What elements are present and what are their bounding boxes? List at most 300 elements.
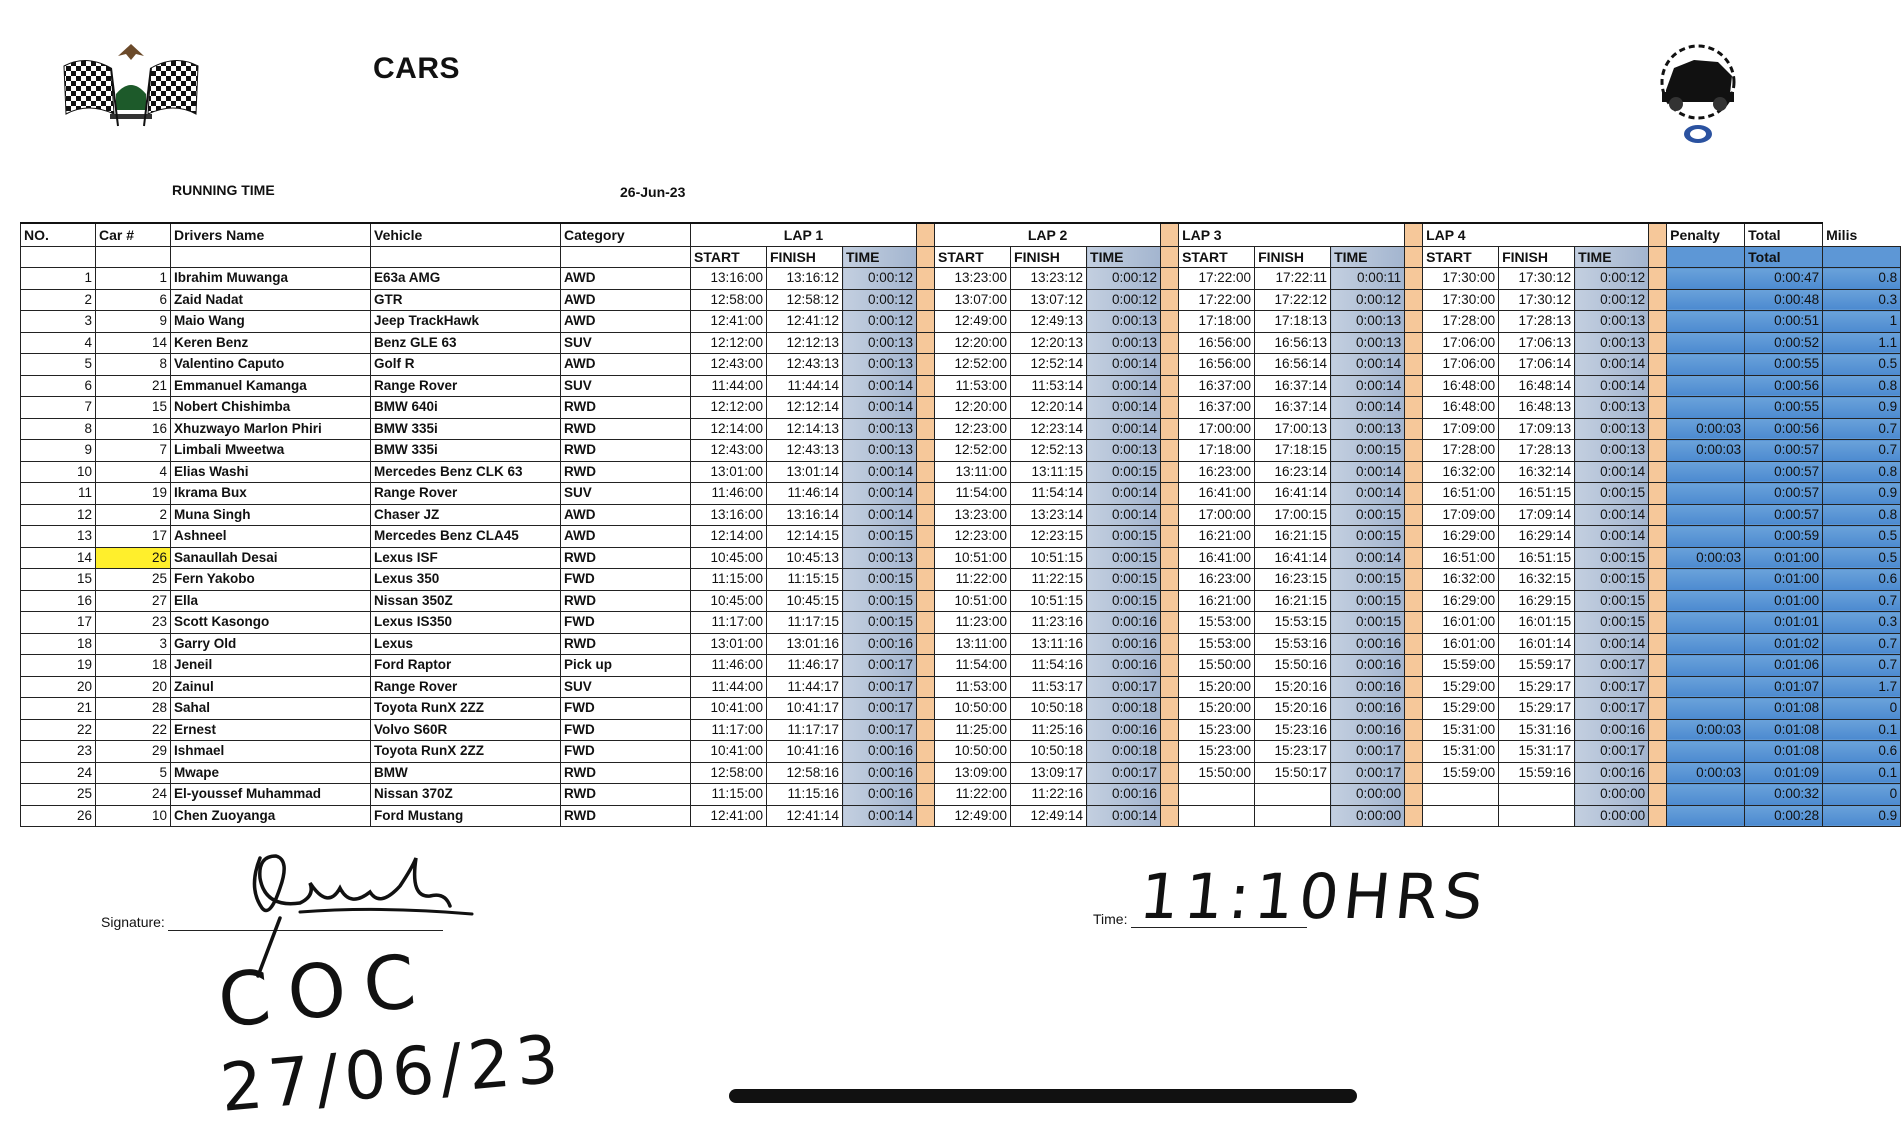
row-number: 26: [21, 805, 96, 827]
separator: [1161, 612, 1179, 634]
driver-name: Limbali Mweetwa: [171, 440, 371, 462]
blank-cell: [21, 247, 96, 268]
lap1-start: 10:45:00: [691, 547, 767, 569]
separator: [1649, 223, 1667, 247]
lap3-time: 0:00:14: [1331, 547, 1405, 569]
lap4-time: 0:00:14: [1575, 633, 1649, 655]
separator: [1161, 762, 1179, 784]
total: 0:01:06: [1745, 655, 1823, 677]
driver-name: Zainul: [171, 676, 371, 698]
total: 0:00:32: [1745, 784, 1823, 806]
separator: [1161, 483, 1179, 505]
lap3-start: [1179, 805, 1255, 827]
vehicle: E63a AMG: [371, 268, 561, 290]
row-number: 25: [21, 784, 96, 806]
lap3-time-header: TIME: [1331, 247, 1405, 268]
separator: [1405, 440, 1423, 462]
driver-name: Valentino Caputo: [171, 354, 371, 376]
lap1-finish: 12:14:15: [767, 526, 843, 548]
separator: [917, 332, 935, 354]
lap2-start: 12:49:00: [935, 805, 1011, 827]
category: SUV: [561, 375, 691, 397]
vehicle: Toyota RunX 2ZZ: [371, 741, 561, 763]
driver-name: El-youssef Muhammad: [171, 784, 371, 806]
lap1-start: 10:41:00: [691, 741, 767, 763]
lap1-time: 0:00:17: [843, 719, 917, 741]
category: AWD: [561, 311, 691, 333]
lap4-finish: 15:29:17: [1499, 676, 1575, 698]
table-row: [21, 547, 1901, 569]
lap3-time: 0:00:15: [1331, 440, 1405, 462]
milis: 0.3: [1823, 289, 1901, 311]
lap4-start: [1423, 805, 1499, 827]
lap2-start: 13:23:00: [935, 268, 1011, 290]
separator: [1405, 719, 1423, 741]
separator: [1161, 633, 1179, 655]
separator: [1405, 223, 1423, 247]
lap3-finish: [1255, 805, 1331, 827]
lap3-start: 16:37:00: [1179, 375, 1255, 397]
car-number: 19: [96, 483, 171, 505]
lap1-finish: 12:58:12: [767, 289, 843, 311]
lap2-finish: 13:09:17: [1011, 762, 1087, 784]
lap3-start: 15:50:00: [1179, 655, 1255, 677]
lap3-start: 16:41:00: [1179, 547, 1255, 569]
separator: [917, 698, 935, 720]
lap1-finish: 11:17:17: [767, 719, 843, 741]
penalty: [1667, 805, 1745, 827]
car-number: 7: [96, 440, 171, 462]
penalty: [1667, 268, 1745, 290]
lap3-time: 0:00:14: [1331, 375, 1405, 397]
lap4-start: 16:32:00: [1423, 461, 1499, 483]
car-number: 15: [96, 397, 171, 419]
separator: [1161, 268, 1179, 290]
lap2-time: 0:00:16: [1087, 633, 1161, 655]
category: AWD: [561, 289, 691, 311]
lap4-time: 0:00:17: [1575, 741, 1649, 763]
lap3-time: 0:00:15: [1331, 504, 1405, 526]
lap4-time: 0:00:15: [1575, 612, 1649, 634]
lap2-start: 11:53:00: [935, 375, 1011, 397]
row-number: 22: [21, 719, 96, 741]
milis: 1: [1823, 311, 1901, 333]
lap1-start: 12:12:00: [691, 332, 767, 354]
driver-name: Emmanuel Kamanga: [171, 375, 371, 397]
separator: [1649, 805, 1667, 827]
separator: [1161, 547, 1179, 569]
separator: [1405, 354, 1423, 376]
row-number: 3: [21, 311, 96, 333]
milis: 0.3: [1823, 612, 1901, 634]
category: RWD: [561, 440, 691, 462]
row-number: 6: [21, 375, 96, 397]
total-sub-header: Total: [1745, 247, 1823, 268]
handwritten-coc: COC: [214, 936, 438, 1046]
lap2-time: 0:00:14: [1087, 397, 1161, 419]
table-row: [21, 655, 1901, 677]
table-row: [21, 483, 1901, 505]
lap4-finish: [1499, 805, 1575, 827]
lap4-start: 17:09:00: [1423, 418, 1499, 440]
separator: [1649, 719, 1667, 741]
separator: [1161, 289, 1179, 311]
lap3-start: 15:50:00: [1179, 762, 1255, 784]
table-row: [21, 569, 1901, 591]
handwritten-date: 27/06/23: [217, 1020, 568, 1127]
lap1-finish: 10:45:15: [767, 590, 843, 612]
vehicle: Lexus: [371, 633, 561, 655]
car-number: 24: [96, 784, 171, 806]
lap2-start: 11:25:00: [935, 719, 1011, 741]
lap4-time: 0:00:16: [1575, 762, 1649, 784]
car-number: 21: [96, 375, 171, 397]
penalty: [1667, 698, 1745, 720]
col-penalty: Penalty: [1667, 223, 1745, 247]
table-row: [21, 805, 1901, 827]
row-number: 14: [21, 547, 96, 569]
lap4-finish: 17:09:14: [1499, 504, 1575, 526]
lap2-start: 12:20:00: [935, 332, 1011, 354]
lap3-start: 15:23:00: [1179, 741, 1255, 763]
lap3-time: 0:00:14: [1331, 354, 1405, 376]
separator: [917, 741, 935, 763]
penalty: [1667, 633, 1745, 655]
driver-name: Zaid Nadat: [171, 289, 371, 311]
lap2-start: 12:20:00: [935, 397, 1011, 419]
separator: [917, 397, 935, 419]
total: 0:00:52: [1745, 332, 1823, 354]
category: RWD: [561, 590, 691, 612]
category: AWD: [561, 268, 691, 290]
home-indicator[interactable]: [729, 1089, 1357, 1103]
lap4-finish: 17:30:12: [1499, 289, 1575, 311]
lap2-time: 0:00:12: [1087, 289, 1161, 311]
separator: [1161, 375, 1179, 397]
row-number: 19: [21, 655, 96, 677]
separator: [917, 569, 935, 591]
lap2-time: 0:00:14: [1087, 504, 1161, 526]
penalty-sub-header: [1667, 247, 1745, 268]
lap4-start: 15:59:00: [1423, 655, 1499, 677]
separator: [1161, 805, 1179, 827]
lap4-finish: [1499, 784, 1575, 806]
lap1-time: 0:00:15: [843, 612, 917, 634]
car-number: 10: [96, 805, 171, 827]
lap3-finish: 17:18:15: [1255, 440, 1331, 462]
lap4-start: 16:51:00: [1423, 547, 1499, 569]
lap3-time: 0:00:00: [1331, 784, 1405, 806]
lap2-start: 11:54:00: [935, 655, 1011, 677]
total: 0:00:59: [1745, 526, 1823, 548]
lap2-time: 0:00:16: [1087, 784, 1161, 806]
separator: [1161, 354, 1179, 376]
vehicle: Chaser JZ: [371, 504, 561, 526]
separator: [1405, 741, 1423, 763]
milis-sub-header: [1823, 247, 1901, 268]
vehicle: BMW 335i: [371, 440, 561, 462]
total: 0:01:00: [1745, 547, 1823, 569]
car-number: 6: [96, 289, 171, 311]
separator: [917, 483, 935, 505]
lap3-start: 16:41:00: [1179, 483, 1255, 505]
lap1-start: 12:58:00: [691, 762, 767, 784]
lap3-finish: 16:41:14: [1255, 483, 1331, 505]
lap3-finish: 16:56:13: [1255, 332, 1331, 354]
category: RWD: [561, 805, 691, 827]
lap3-start: 15:20:00: [1179, 698, 1255, 720]
separator: [917, 526, 935, 548]
separator: [1649, 504, 1667, 526]
lap1-start: 12:58:00: [691, 289, 767, 311]
total: 0:00:55: [1745, 354, 1823, 376]
lap4-time: 0:00:00: [1575, 784, 1649, 806]
lap1-start: 13:16:00: [691, 504, 767, 526]
car-number: 14: [96, 332, 171, 354]
separator: [1649, 698, 1667, 720]
lap2-finish: 12:20:13: [1011, 332, 1087, 354]
vehicle: Golf R: [371, 354, 561, 376]
total: 0:01:09: [1745, 762, 1823, 784]
lap3-start: 17:18:00: [1179, 311, 1255, 333]
category: AWD: [561, 504, 691, 526]
milis: 0.6: [1823, 569, 1901, 591]
lap4-time: 0:00:13: [1575, 397, 1649, 419]
penalty: [1667, 311, 1745, 333]
table-row: [21, 698, 1901, 720]
separator: [917, 440, 935, 462]
separator: [1649, 397, 1667, 419]
lap1-start: 10:45:00: [691, 590, 767, 612]
lap4-finish: 16:01:15: [1499, 612, 1575, 634]
lap3-start: 15:20:00: [1179, 676, 1255, 698]
separator: [917, 268, 935, 290]
milis: 0.8: [1823, 375, 1901, 397]
lap3-start: 16:23:00: [1179, 569, 1255, 591]
lap2-finish: 13:11:15: [1011, 461, 1087, 483]
lap1-finish: 13:16:14: [767, 504, 843, 526]
lap3-finish: 16:23:15: [1255, 569, 1331, 591]
lap2-start: 13:07:00: [935, 289, 1011, 311]
lap1-time: 0:00:16: [843, 633, 917, 655]
lap2-start: 13:09:00: [935, 762, 1011, 784]
separator: [1405, 461, 1423, 483]
vehicle: Ford Mustang: [371, 805, 561, 827]
lap1-start: 11:17:00: [691, 719, 767, 741]
lap3-time: 0:00:17: [1331, 741, 1405, 763]
category: SUV: [561, 483, 691, 505]
lap1-finish: 11:17:15: [767, 612, 843, 634]
separator: [917, 461, 935, 483]
separator: [1405, 590, 1423, 612]
category: SUV: [561, 332, 691, 354]
lap2-finish: 11:54:16: [1011, 655, 1087, 677]
row-number: 9: [21, 440, 96, 462]
penalty: [1667, 590, 1745, 612]
lap3-time: 0:00:13: [1331, 311, 1405, 333]
col-total: Total: [1745, 223, 1823, 247]
lap3-time: 0:00:12: [1331, 289, 1405, 311]
separator: [917, 633, 935, 655]
table-row: [21, 461, 1901, 483]
lap2-time: 0:00:12: [1087, 268, 1161, 290]
lap4-time: 0:00:15: [1575, 547, 1649, 569]
vehicle: Lexus 350: [371, 569, 561, 591]
separator: [1649, 332, 1667, 354]
separator: [1649, 676, 1667, 698]
lap2-start: 11:23:00: [935, 612, 1011, 634]
lap2-time: 0:00:15: [1087, 547, 1161, 569]
blank-cell: [371, 247, 561, 268]
lap3-finish: 16:37:14: [1255, 375, 1331, 397]
separator: [1405, 676, 1423, 698]
driver-name: Chen Zuoyanga: [171, 805, 371, 827]
total: 0:01:08: [1745, 741, 1823, 763]
lap2-time: 0:00:15: [1087, 590, 1161, 612]
separator: [1161, 569, 1179, 591]
vehicle: Mercedes Benz CLK 63: [371, 461, 561, 483]
lap4-finish: 16:48:13: [1499, 397, 1575, 419]
separator: [1405, 418, 1423, 440]
lap4-finish: 16:32:14: [1499, 461, 1575, 483]
lap2-time: 0:00:16: [1087, 719, 1161, 741]
lap3-time: 0:00:16: [1331, 719, 1405, 741]
row-number: 10: [21, 461, 96, 483]
lap4-start: 15:29:00: [1423, 698, 1499, 720]
separator: [917, 612, 935, 634]
lap1-finish: 11:46:17: [767, 655, 843, 677]
total: 0:00:57: [1745, 483, 1823, 505]
lap3-finish: 17:22:12: [1255, 289, 1331, 311]
lap1-finish: 12:43:13: [767, 354, 843, 376]
separator: [1161, 526, 1179, 548]
lap1-finish: 12:43:13: [767, 440, 843, 462]
penalty: [1667, 332, 1745, 354]
separator: [1161, 223, 1179, 247]
row-number: 11: [21, 483, 96, 505]
lap2-time: 0:00:14: [1087, 354, 1161, 376]
car-number: 4: [96, 461, 171, 483]
car-number: 5: [96, 762, 171, 784]
lap4-start: 15:31:00: [1423, 719, 1499, 741]
table-row: [21, 784, 1901, 806]
lap1-time: 0:00:16: [843, 784, 917, 806]
separator: [1161, 655, 1179, 677]
row-number: 5: [21, 354, 96, 376]
lap4-start: 16:51:00: [1423, 483, 1499, 505]
lap2-time: 0:00:15: [1087, 461, 1161, 483]
lap2-start-header: START: [935, 247, 1011, 268]
lap4-time: 0:00:13: [1575, 440, 1649, 462]
lap4-finish: 16:32:15: [1499, 569, 1575, 591]
table-row: [21, 268, 1901, 290]
category: RWD: [561, 418, 691, 440]
separator: [1649, 762, 1667, 784]
lap2-time: 0:00:17: [1087, 762, 1161, 784]
lap1-finish: 12:41:12: [767, 311, 843, 333]
total: 0:00:56: [1745, 375, 1823, 397]
lap4-start: 16:48:00: [1423, 397, 1499, 419]
lap3-start: 15:53:00: [1179, 633, 1255, 655]
lap2-start: 13:11:00: [935, 461, 1011, 483]
driver-name: Ernest: [171, 719, 371, 741]
separator: [917, 375, 935, 397]
lap1-finish: 12:12:13: [767, 332, 843, 354]
lap4-start: 17:09:00: [1423, 504, 1499, 526]
separator: [1405, 698, 1423, 720]
separator: [1405, 289, 1423, 311]
driver-name: Jeneil: [171, 655, 371, 677]
row-number: 4: [21, 332, 96, 354]
table-row: [21, 375, 1901, 397]
row-number: 23: [21, 741, 96, 763]
car-number: 23: [96, 612, 171, 634]
results-table: [20, 222, 1901, 827]
category: RWD: [561, 784, 691, 806]
lap1-start: 10:41:00: [691, 698, 767, 720]
lap3-finish: 16:56:14: [1255, 354, 1331, 376]
penalty: [1667, 676, 1745, 698]
separator: [1161, 311, 1179, 333]
lap3-time: 0:00:14: [1331, 483, 1405, 505]
total: 0:01:07: [1745, 676, 1823, 698]
lap1-time: 0:00:13: [843, 418, 917, 440]
penalty: [1667, 504, 1745, 526]
lap1-time: 0:00:15: [843, 569, 917, 591]
lap1-time: 0:00:14: [843, 397, 917, 419]
milis: 0.5: [1823, 354, 1901, 376]
lap3-start: 16:56:00: [1179, 332, 1255, 354]
lap4-start: 17:06:00: [1423, 354, 1499, 376]
total: 0:01:02: [1745, 633, 1823, 655]
lap1-start: 13:16:00: [691, 268, 767, 290]
row-number: 1: [21, 268, 96, 290]
driver-name: Scott Kasongo: [171, 612, 371, 634]
lap1-finish: 12:14:13: [767, 418, 843, 440]
lap2-time: 0:00:14: [1087, 483, 1161, 505]
lap1-finish: 12:58:16: [767, 762, 843, 784]
penalty: [1667, 354, 1745, 376]
lap4-start: 15:59:00: [1423, 762, 1499, 784]
running-time-label: RUNNING TIME: [172, 182, 275, 198]
separator: [917, 676, 935, 698]
lap1-time: 0:00:14: [843, 504, 917, 526]
lap3-time: 0:00:15: [1331, 569, 1405, 591]
lap3-finish: 15:50:17: [1255, 762, 1331, 784]
row-number: 24: [21, 762, 96, 784]
milis: 1.7: [1823, 676, 1901, 698]
separator: [1405, 805, 1423, 827]
col-milis: Milis: [1823, 223, 1901, 247]
lap1-time: 0:00:14: [843, 461, 917, 483]
driver-name: Xhuzwayo Marlon Phiri: [171, 418, 371, 440]
total: 0:01:08: [1745, 719, 1823, 741]
lap1-finish: 13:01:14: [767, 461, 843, 483]
lap1-start: 11:15:00: [691, 784, 767, 806]
category: RWD: [561, 461, 691, 483]
milis: 0.6: [1823, 741, 1901, 763]
car-number: 3: [96, 633, 171, 655]
table-row: [21, 676, 1901, 698]
category: AWD: [561, 354, 691, 376]
lap4-time: 0:00:12: [1575, 268, 1649, 290]
milis: 0.9: [1823, 483, 1901, 505]
car-number: 9: [96, 311, 171, 333]
lap1-finish: 11:46:14: [767, 483, 843, 505]
lap2-time: 0:00:13: [1087, 311, 1161, 333]
lap3-time: 0:00:17: [1331, 762, 1405, 784]
milis: 0.9: [1823, 805, 1901, 827]
